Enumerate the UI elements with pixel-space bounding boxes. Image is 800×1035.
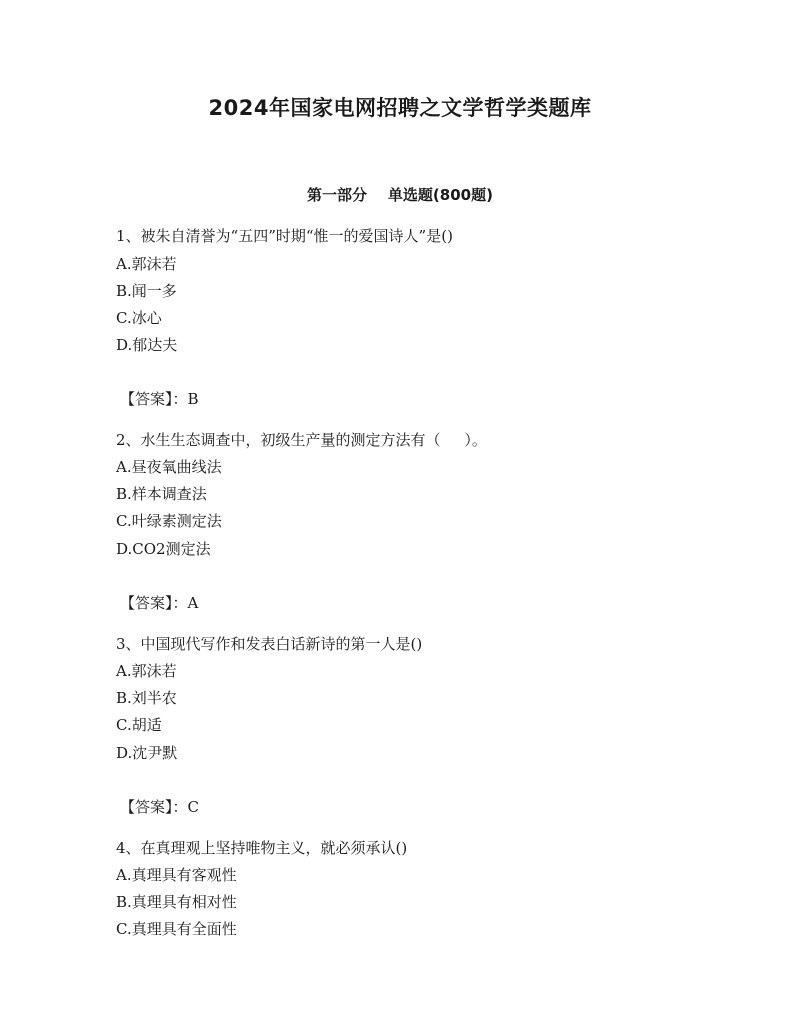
section-title: 第一部分 单选题(800题) [307, 186, 493, 204]
option-b: B.真理具有相对性 [116, 893, 237, 911]
option-d: D.CO2测定法 [116, 540, 211, 558]
question-stem: 2、水生生态调查中，初级生产量的测定方法有（ ）。 [116, 431, 487, 449]
option-b: B.闻一多 [116, 282, 177, 300]
answer-line: 【答案】：A [120, 594, 199, 612]
option-b: B.样本调查法 [116, 485, 207, 503]
option-a: A.真理具有客观性 [116, 866, 237, 884]
option-a: A.郭沫若 [116, 255, 177, 273]
option-c: C.真理具有全面性 [116, 920, 237, 938]
option-a: A.昼夜氧曲线法 [116, 458, 222, 476]
document-title: 2024年国家电网招聘之文学哲学类题库 [208, 96, 592, 120]
option-c: C.叶绿素测定法 [116, 512, 222, 530]
question-stem: 4、在真理观上坚持唯物主义，就必须承认() [116, 839, 408, 857]
question-stem: 1、被朱自清誉为“五四”时期“惟一的爱国诗人”是() [116, 227, 453, 245]
option-a: A.郭沫若 [116, 662, 177, 680]
option-d: D.沈尹默 [116, 744, 178, 762]
option-b: B.刘半农 [116, 689, 177, 707]
option-c: C.冰心 [116, 309, 162, 327]
option-c: C.胡适 [116, 716, 162, 734]
answer-line: 【答案】：B [120, 390, 199, 408]
answer-line: 【答案】：C [120, 798, 199, 816]
option-d: D.郁达夫 [116, 336, 178, 354]
question-stem: 3、中国现代写作和发表白话新诗的第一人是() [116, 635, 423, 653]
